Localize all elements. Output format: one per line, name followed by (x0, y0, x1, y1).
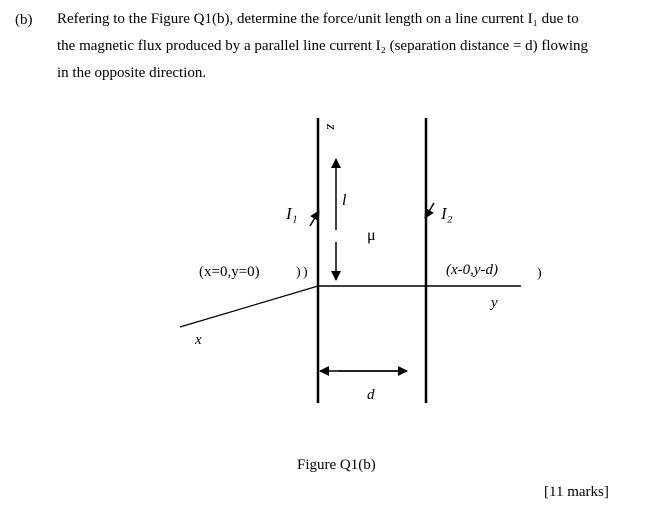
point-2-label: (x-0,y-d) (446, 262, 499, 278)
mu-label: μ (367, 227, 376, 244)
figure-caption: Figure Q1(b) (297, 457, 376, 473)
hook-mark-2: ) (303, 265, 308, 280)
point-1-label: (x=0,y=0) (199, 264, 260, 280)
x-axis-line (180, 286, 318, 327)
hook-mark-3: ) (537, 266, 542, 281)
current-1-label: I₁ (286, 204, 298, 223)
z-axis-label: z (323, 124, 339, 130)
hook-mark-1: ) (296, 265, 301, 280)
x-axis-label: x (195, 332, 202, 348)
separation-label: d (367, 387, 375, 403)
y-axis-label: y (491, 295, 498, 311)
marks-label: [11 marks] (544, 484, 609, 500)
question-line-1: Refering to the Figure Q1(b), determine the force/unit length on a line current I₁ due to (57, 11, 579, 27)
question-line-2: the magnetic flux produced by a parallel line current I₂ (separation distance = d) flowing (57, 38, 588, 54)
part-label: (b) (15, 12, 33, 28)
current-2-label: I₂ (441, 204, 453, 223)
question-line-3: in the opposite direction. (57, 65, 207, 81)
length-label: l (342, 192, 347, 209)
